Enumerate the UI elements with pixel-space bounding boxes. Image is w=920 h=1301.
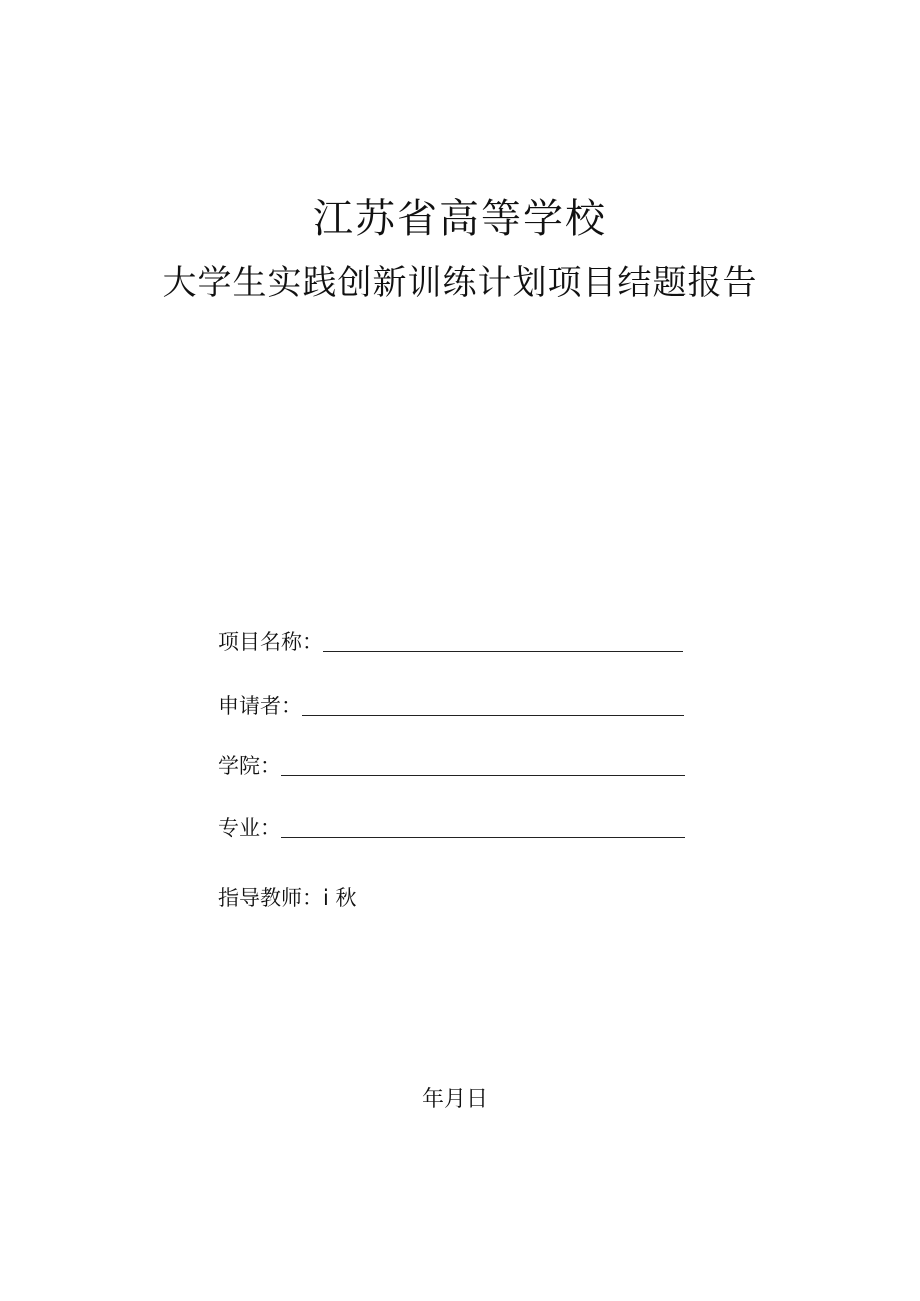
college-field [218,748,685,780]
advisor-field [218,880,357,912]
document-title-line2: 大学生实践创新训练计划项目结题报告 [162,263,758,303]
applicant-blank [302,691,684,716]
date-line: 年月日 [421,1087,488,1112]
advisor-value: i 秋 [323,886,357,910]
document-title-line1: 江苏省高等学校 [313,196,607,242]
college-label: 学院： [218,754,281,778]
applicant-field [218,688,684,720]
applicant-label: 申请者： [218,694,302,718]
project-name-blank [323,627,683,652]
advisor-label: 指导教师： [218,886,323,910]
college-blank [281,751,685,776]
project-name-field [218,624,683,656]
major-blank [281,813,685,838]
project-name-label: 项目名称： [218,630,323,654]
major-label: 专业： [218,816,281,840]
major-field [218,810,685,842]
